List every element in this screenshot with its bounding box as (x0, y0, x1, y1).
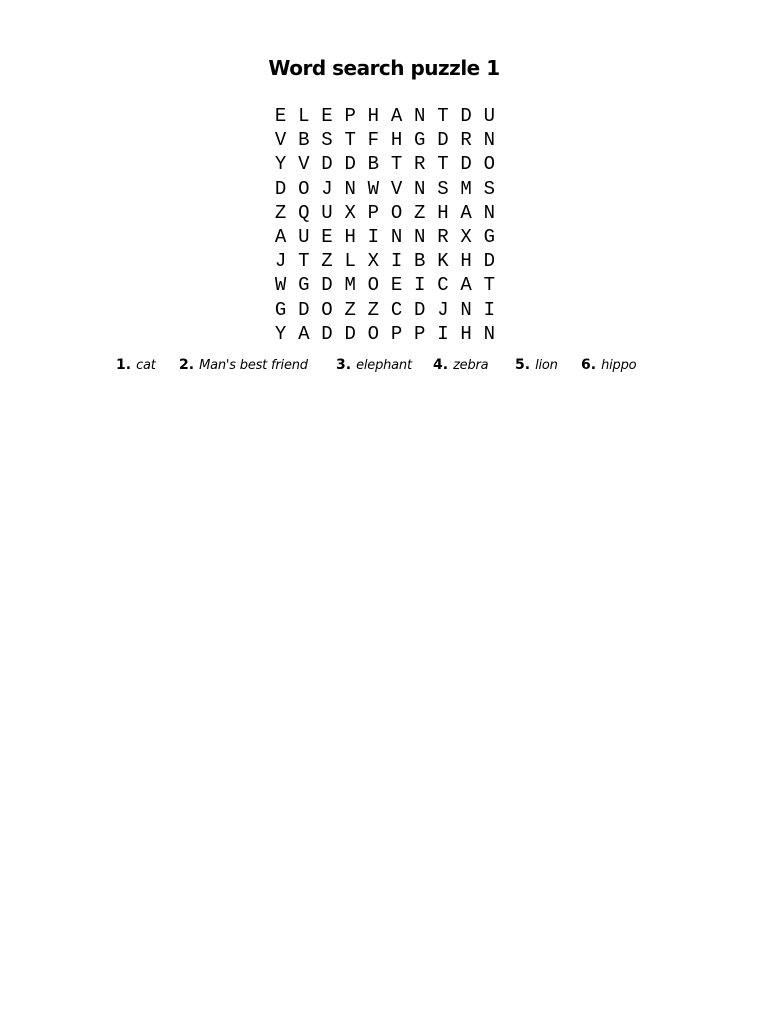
grid-letter: R (437, 225, 449, 248)
grid-letter: S (321, 129, 333, 152)
clue-item (116, 354, 156, 373)
grid-letter: D (483, 250, 495, 273)
grid-letter: G (298, 274, 310, 297)
clue-text: Man's best friend (199, 358, 308, 373)
grid-letter: G (414, 129, 426, 152)
grid-letter: N (344, 177, 356, 200)
clue-number: 6. (581, 357, 597, 373)
grid-letter: I (437, 322, 449, 345)
grid-letter: N (483, 201, 495, 224)
grid-letter: A (274, 225, 287, 248)
grid-letter: X (367, 250, 380, 273)
grid-letter: V (298, 153, 310, 176)
grid-row (269, 298, 501, 322)
grid-letter: N (414, 177, 426, 200)
grid-letter: D (298, 298, 310, 321)
clue-item (515, 354, 558, 373)
grid-row (269, 273, 501, 297)
grid-letter: O (483, 153, 495, 176)
grid-letter: I (483, 298, 495, 321)
clue-text: zebra (453, 358, 489, 373)
grid-letter: D (344, 322, 356, 345)
grid-letter: L (298, 105, 310, 127)
grid-letter: T (390, 153, 403, 176)
grid-letter: I (414, 274, 426, 297)
grid-letter: T (344, 129, 356, 152)
grid-letter: I (367, 225, 380, 248)
puzzle-title: Word search puzzle 1 (268, 56, 500, 80)
grid-letter: Z (274, 201, 287, 224)
grid-letter: N (390, 225, 403, 248)
grid-letter: J (437, 298, 449, 321)
grid-letter: Z (344, 298, 356, 321)
clue-text: lion (535, 358, 558, 373)
grid-row (269, 249, 501, 273)
grid-letter: M (460, 177, 472, 200)
grid-letter: Y (274, 153, 287, 176)
clue-list (0, 354, 768, 376)
grid-letter: Y (274, 322, 287, 345)
grid-letter: D (274, 177, 287, 200)
grid-letter: E (274, 105, 287, 127)
grid-letter: B (298, 129, 310, 152)
clue-number: 5. (515, 357, 531, 373)
grid-letter: H (344, 225, 356, 248)
letter-grid (269, 104, 501, 346)
clue-text: hippo (601, 358, 637, 373)
grid-letter: V (274, 129, 287, 152)
grid-letter: K (437, 250, 449, 273)
clue-item (179, 354, 308, 373)
grid-letter: O (298, 177, 310, 200)
grid-letter: D (321, 274, 333, 297)
grid-row (269, 104, 501, 128)
grid-letter: A (460, 274, 472, 297)
grid-letter: D (437, 129, 449, 152)
clue-number: 1. (116, 357, 132, 373)
grid-letter: T (483, 274, 495, 297)
grid-letter: B (414, 250, 426, 273)
grid-letter: A (460, 201, 472, 224)
grid-letter: H (390, 129, 403, 152)
grid-letter: H (367, 105, 380, 127)
grid-letter: T (437, 105, 449, 127)
grid-letter: D (344, 153, 356, 176)
grid-letter: V (390, 177, 403, 200)
grid-letter: U (483, 105, 495, 127)
grid-letter: X (460, 225, 472, 248)
grid-row (269, 322, 501, 346)
grid-letter: F (367, 129, 380, 152)
grid-letter: R (414, 153, 426, 176)
grid-row (269, 177, 501, 201)
grid-letter: D (460, 105, 472, 127)
grid-letter: J (274, 250, 287, 273)
grid-letter: P (414, 322, 426, 345)
grid-letter: E (321, 225, 333, 248)
grid-letter: A (298, 322, 310, 345)
grid-letter: E (321, 105, 333, 127)
grid-letter: T (298, 250, 310, 273)
grid-letter: T (437, 153, 449, 176)
grid-letter: U (298, 225, 310, 248)
clue-text: cat (136, 358, 156, 373)
clue-item (433, 354, 488, 373)
grid-letter: P (367, 201, 380, 224)
grid-letter: N (483, 129, 495, 152)
grid-letter: O (390, 201, 403, 224)
clue-number: 2. (179, 357, 195, 373)
grid-letter: G (274, 298, 287, 321)
grid-letter: C (390, 298, 403, 321)
grid-letter: L (344, 250, 356, 273)
clue-item (581, 354, 636, 373)
grid-letter: I (390, 250, 403, 273)
grid-letter: A (390, 105, 403, 127)
grid-letter: J (321, 177, 333, 200)
grid-letter: M (344, 274, 356, 297)
grid-letter: N (414, 225, 426, 248)
grid-letter: P (390, 322, 403, 345)
grid-letter: S (437, 177, 449, 200)
grid-letter: P (344, 105, 356, 127)
grid-letter: N (483, 322, 495, 345)
grid-letter: G (483, 225, 495, 248)
grid-letter: N (414, 105, 426, 127)
grid-letter: Z (321, 250, 333, 273)
grid-letter: H (460, 250, 472, 273)
grid-letter: B (367, 153, 380, 176)
grid-letter: H (437, 201, 449, 224)
clue-item (336, 354, 412, 373)
grid-letter: D (460, 153, 472, 176)
grid-row (269, 201, 501, 225)
grid-letter: W (367, 177, 380, 200)
grid-row (269, 225, 501, 249)
grid-letter: Q (298, 201, 310, 224)
grid-letter: O (367, 322, 380, 345)
grid-letter: S (483, 177, 495, 200)
clue-text: elephant (356, 358, 412, 373)
grid-letter: O (367, 274, 380, 297)
grid-letter: Z (367, 298, 380, 321)
grid-letter: W (274, 274, 287, 297)
grid-letter: O (321, 298, 333, 321)
grid-letter: X (344, 201, 356, 224)
grid-letter: D (321, 153, 333, 176)
grid-letter: E (390, 274, 403, 297)
grid-letter: H (460, 322, 472, 345)
grid-letter: U (321, 201, 333, 224)
grid-letter: D (321, 322, 333, 345)
grid-row (269, 128, 501, 152)
clue-number: 4. (433, 357, 449, 373)
clue-number: 3. (336, 357, 352, 373)
grid-letter: R (460, 129, 472, 152)
grid-letter: D (414, 298, 426, 321)
grid-letter: Z (414, 201, 426, 224)
grid-row (269, 152, 501, 176)
grid-letter: C (437, 274, 449, 297)
grid-letter: N (460, 298, 472, 321)
